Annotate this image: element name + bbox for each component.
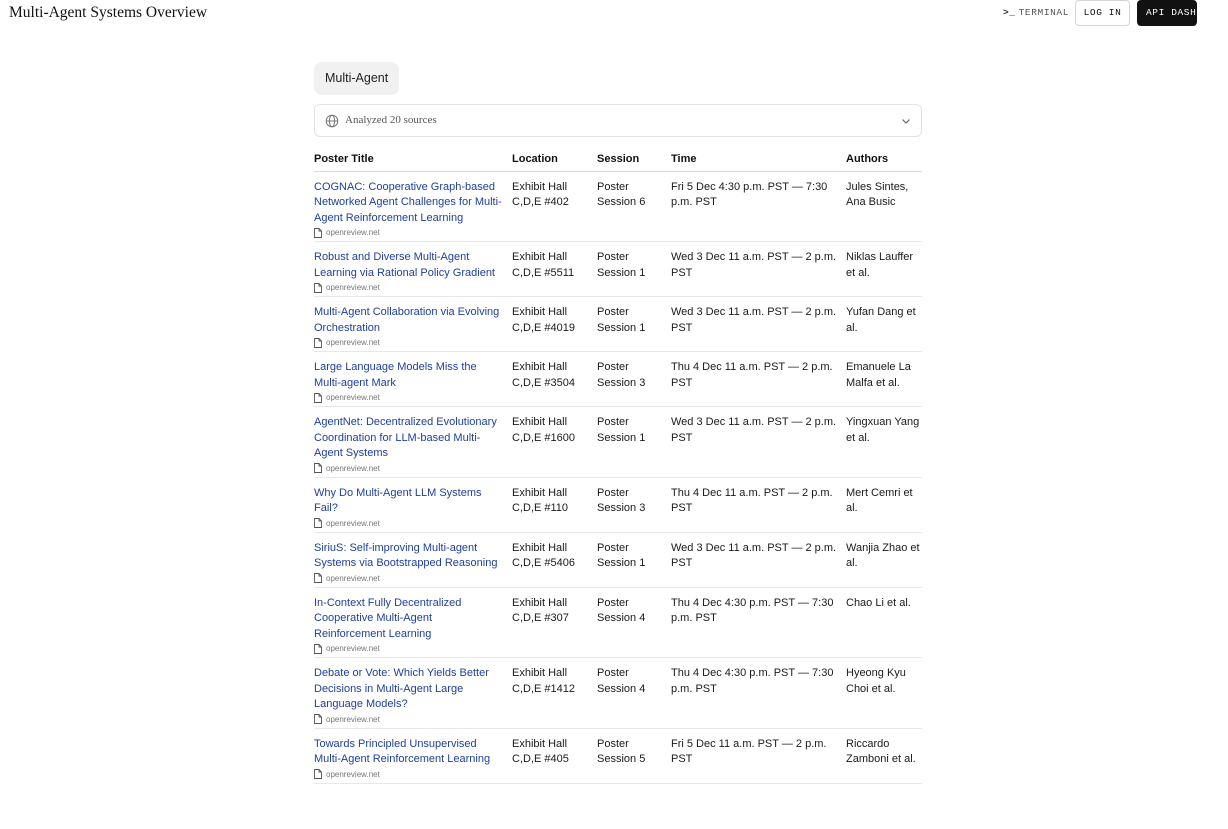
authors-cell: Yufan Dang et al. — [846, 297, 922, 352]
authors-cell: Wanjia Zhao et al. — [846, 532, 922, 587]
location-cell: Exhibit Hall C,D,E #307 — [512, 587, 597, 658]
table-row — [314, 587, 922, 658]
source-domain: openreview.net — [326, 393, 380, 402]
session-cell: Poster Session 4 — [597, 587, 671, 658]
query-bubble: Multi-Agent — [314, 62, 399, 95]
poster-title-link[interactable]: Robust and Diverse Multi-Agent Learning via Rational Policy Gradient — [314, 251, 495, 279]
source-citation[interactable] — [314, 227, 502, 238]
table-row — [314, 728, 922, 783]
column-header-title: Poster Title — [314, 151, 512, 171]
table-row — [314, 407, 922, 478]
source-citation[interactable] — [314, 337, 502, 348]
poster-title-cell — [314, 407, 512, 478]
time-cell: Thu 4 Dec 4:30 p.m. PST — 7:30 p.m. PST — [671, 658, 846, 729]
location-cell: Exhibit Hall C,D,E #5406 — [512, 532, 597, 587]
terminal-link[interactable] — [1003, 7, 1073, 18]
authors-cell: Chao Li et al. — [846, 587, 922, 658]
time-cell: Fri 5 Dec 11 a.m. PST — 2 p.m. PST — [671, 728, 846, 783]
terminal-label: TERMINAL — [1018, 7, 1070, 18]
document-icon — [314, 338, 322, 348]
document-icon — [314, 573, 322, 583]
source-domain: openreview.net — [326, 518, 380, 528]
time-cell: Thu 4 Dec 4:30 p.m. PST — 7:30 p.m. PST — [671, 587, 846, 658]
poster-title-link[interactable]: SiriuS: Self-improving Multi-agent Systems via Bootstrapped Reasoning — [314, 541, 498, 569]
table-row — [314, 297, 922, 352]
location-cell: Exhibit Hall C,D,E #1412 — [512, 658, 597, 729]
time-cell: Wed 3 Dec 11 a.m. PST — 2 p.m. PST — [671, 532, 846, 587]
poster-title-link[interactable]: COGNAC: Cooperative Graph-based Networked Agent Challenges for Multi-Agent Reinforcement Learning — [314, 180, 502, 224]
source-citation[interactable] — [314, 392, 502, 403]
table-row — [314, 171, 922, 242]
location-cell: Exhibit Hall C,D,E #1600 — [512, 407, 597, 478]
source-citation[interactable] — [314, 463, 502, 474]
sources-label: Analyzed 20 sources — [345, 114, 437, 126]
session-cell: Poster Session 5 — [597, 728, 671, 783]
table-row — [314, 477, 922, 532]
document-icon — [314, 393, 322, 403]
authors-cell: Mert Cemri et al. — [846, 477, 922, 532]
location-cell: Exhibit Hall C,D,E #4019 — [512, 297, 597, 352]
authors-cell: Riccardo Zamboni et al. — [846, 728, 922, 783]
poster-title-link[interactable]: Why Do Multi-Agent LLM Systems Fail? — [314, 486, 482, 514]
time-cell: Thu 4 Dec 11 a.m. PST — 2 p.m. PST — [671, 352, 846, 407]
session-cell: Poster Session 1 — [597, 242, 671, 297]
document-icon — [314, 283, 322, 293]
session-cell: Poster Session 6 — [597, 171, 671, 242]
authors-cell: Emanuele La Malfa et al. — [846, 352, 922, 407]
posters-table — [314, 151, 922, 784]
sources-dropdown[interactable] — [314, 104, 922, 137]
source-citation[interactable] — [314, 769, 502, 780]
document-icon — [314, 463, 322, 473]
document-icon — [314, 769, 322, 779]
table-row — [314, 532, 922, 587]
terminal-prompt-icon: >_ — [1003, 7, 1016, 18]
globe-icon — [325, 114, 339, 128]
authors-cell: Jules Sintes, Ana Busic — [846, 171, 922, 242]
source-domain: openreview.net — [326, 283, 380, 292]
source-domain: openreview.net — [326, 228, 380, 237]
session-cell: Poster Session 1 — [597, 532, 671, 587]
column-header-time: Time — [671, 151, 846, 171]
source-citation[interactable] — [314, 643, 502, 654]
time-cell: Thu 4 Dec 11 a.m. PST — 2 p.m. PST — [671, 477, 846, 532]
poster-title-cell — [314, 352, 512, 407]
source-citation[interactable] — [314, 282, 502, 293]
poster-title-link[interactable]: Towards Principled Unsupervised Multi-Agent Reinforcement Learning — [314, 737, 491, 765]
page-title: Multi-Agent Systems Overview — [9, 4, 208, 21]
table-header-row — [314, 151, 922, 171]
location-cell: Exhibit Hall C,D,E #3504 — [512, 352, 597, 407]
authors-cell: Niklas Lauffer et al. — [846, 242, 922, 297]
poster-title-cell — [314, 658, 512, 729]
poster-title-link[interactable]: Large Language Models Miss the Multi-agent Mark — [314, 361, 477, 389]
login-button[interactable]: LOG IN — [1075, 0, 1130, 26]
table-row — [314, 242, 922, 297]
session-cell: Poster Session 1 — [597, 407, 671, 478]
poster-title-cell — [314, 297, 512, 352]
api-dashboard-button[interactable]: API DASHBOARD — [1137, 0, 1197, 26]
source-domain: openreview.net — [326, 338, 380, 347]
source-domain: openreview.net — [326, 644, 380, 653]
location-cell: Exhibit Hall C,D,E #110 — [512, 477, 597, 532]
session-cell: Poster Session 4 — [597, 658, 671, 729]
poster-title-link[interactable]: Multi-Agent Collaboration via Evolving Orchestration — [314, 306, 500, 334]
authors-cell: Hyeong Kyu Choi et al. — [846, 658, 922, 729]
poster-title-link[interactable]: In-Context Fully Decentralized Cooperative Multi-Agent Reinforcement Learning — [314, 596, 462, 640]
authors-cell: Yingxuan Yang et al. — [846, 407, 922, 478]
poster-title-cell — [314, 587, 512, 658]
poster-title-link[interactable]: Debate or Vote: Which Yields Better Decisions in Multi-Agent Large Language Models? — [314, 667, 489, 710]
location-cell: Exhibit Hall C,D,E #402 — [512, 171, 597, 242]
source-domain: openreview.net — [326, 463, 380, 473]
time-cell: Wed 3 Dec 11 a.m. PST — 2 p.m. PST — [671, 242, 846, 297]
poster-title-cell — [314, 477, 512, 532]
source-domain: openreview.net — [326, 714, 380, 724]
chevron-down-icon — [901, 116, 911, 126]
poster-title-cell — [314, 242, 512, 297]
time-cell: Wed 3 Dec 11 a.m. PST — 2 p.m. PST — [671, 407, 846, 478]
document-icon — [314, 714, 322, 724]
session-cell: Poster Session 3 — [597, 477, 671, 532]
source-domain: openreview.net — [326, 573, 380, 583]
session-cell: Poster Session 1 — [597, 297, 671, 352]
poster-title-cell — [314, 532, 512, 587]
table-row — [314, 352, 922, 407]
location-cell: Exhibit Hall C,D,E #5511 — [512, 242, 597, 297]
poster-title-cell — [314, 171, 512, 242]
poster-title-link[interactable]: AgentNet: Decentralized Evolutionary Coordination for LLM-based Multi-Agent Systems — [314, 416, 497, 459]
time-cell: Wed 3 Dec 11 a.m. PST — 2 p.m. PST — [671, 297, 846, 352]
table-row — [314, 658, 922, 729]
location-cell: Exhibit Hall C,D,E #405 — [512, 728, 597, 783]
document-icon — [314, 228, 322, 238]
document-icon — [314, 644, 322, 654]
source-domain: openreview.net — [326, 769, 380, 779]
column-header-location: Location — [512, 151, 597, 171]
column-header-session: Session — [597, 151, 671, 171]
source-citation[interactable] — [314, 714, 502, 725]
session-cell: Poster Session 3 — [597, 352, 671, 407]
source-citation[interactable] — [314, 573, 502, 584]
document-icon — [314, 518, 322, 528]
time-cell: Fri 5 Dec 4:30 p.m. PST — 7:30 p.m. PST — [671, 171, 846, 242]
source-citation[interactable] — [314, 518, 502, 529]
poster-title-cell — [314, 728, 512, 783]
column-header-authors: Authors — [846, 151, 922, 171]
